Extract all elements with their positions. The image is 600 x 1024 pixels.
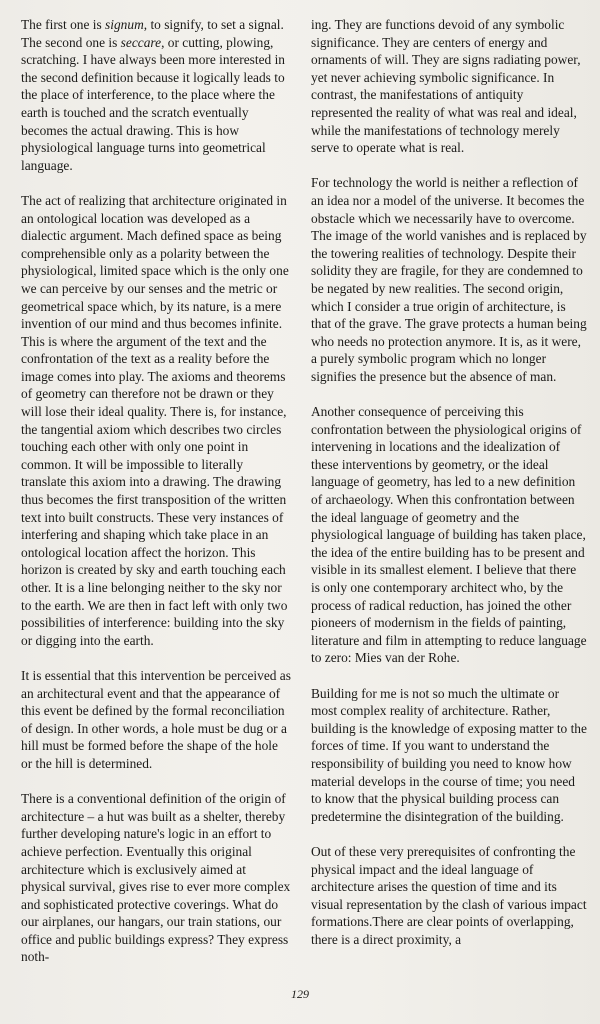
paragraph: It is essential that this intervention be perceived as an architectural event and that the appearance of this event be defined by the formal reconciliation of design. In other words, a hole must be dug or a hill must be formed before the shape of the hole or the hill is determined. bbox=[21, 667, 291, 771]
paragraph: ing. They are functions devoid of any symbolic significance. They are centers of energy and ornaments of will. They are signs radiating power, yet never achieving symbolic significance. In contrast, the manifestations of antiquity represented the reality of what was real and ideal, while the manifestations of technology merely serve to operate what is real. bbox=[311, 17, 581, 156]
paragraph: Another consequence of perceiving this confrontation between the physiological origins of intervening in locations and the idealization of these interventions by geometry, or the ideal language of geometry, has led to a new definition of archaeology. When this confrontation between the ideal language of geometry and the physiological language of building has taken place, the idea of the entire building has to be present and visible in its smallest element. I believe that there is only one contemporary architect who, by the process of radical reduction, has joined the other pioneers of modernism in the fields of painting, literature and film in attempting to reduce language to zero: Mies van der Rohe. bbox=[311, 404, 587, 666]
paragraph: Out of these very prerequisites of confronting the physical impact and the ideal language of architecture arises the question of time and its visual representation by the clash of various impact formations.There are clear points of overlapping, there is a direct proximity, a bbox=[311, 843, 587, 947]
right-text-column bbox=[311, 16, 587, 948]
paragraph: The first one is signum, to signify, to set a signal. The second one is seccare, or cutting, plowing, scratching. I have always been more interested in the second definition because it logically leads to the place of interference, to the place where the earth is touched and the scratch eventually becomes the actual drawing. This is how physiological language turns into geometrical language. bbox=[21, 17, 285, 173]
page-number: 129 bbox=[291, 987, 309, 1001]
paragraph: For technology the world is neither a reflection of an idea nor a model of the universe. It becomes the obstacle which we necessarily have to overcome. The image of the world vanishes and is replaced by the towering realities of technology. Despite their solidity they are fragile, for they are condemned to be negated by new realities. The second origin, which I consider a true origin of architecture, is that of the grave. The grave protects a human being who needs no protection anymore. It is, as it were, a purely symbolic program which no longer signifies the presence but the absence of man. bbox=[311, 175, 587, 384]
left-text-column bbox=[21, 16, 291, 966]
paragraph: The act of realizing that architecture originated in an ontological location was developed as a dialectic argument. Mach defined space as being comprehensible only as a polarity between the physiological, limited space which is the only one we can perceive by our senses and the metric or geometrical space which, by its nature, is a mere invention of our mind and thus becomes infinite. This is where the argument of the text and the confrontation of the text as a reality before the image comes into play. The axioms and theorems of geometry can therefore not be drawn or they will lose their ideal quality. There is, for instance, the tangential axiom which describes two circles touching each other with only one point in common. It will be impossible to literally translate this axiom into a drawing. The drawing thus becomes the first transposition of the written text into built constructs. These very instances of interfering and shaping which take place in an ontological location affect the horizon. This horizon is created by sky and earth touching each other. It is a line belonging neither to the sky nor to the earth. We are then in fact left with only two possibilities of interference: building into the sky or digging into the earth. bbox=[21, 192, 289, 648]
paragraph: There is a conventional definition of the origin of architecture – a hut was built as a shelter, thereby further developing nature's logic in an effort to achieve perfection. Eventually this original architecture which is exclusively aimed at physical survival, gives rise to ever more complex and sophisticated protective coverings. What do our airplanes, our hangars, our train stations, our office and public buildings express? They express noth- bbox=[21, 791, 291, 965]
paragraph: Building for me is not so much the ultimate or most complex reality of architecture. Rather, building is the knowledge of exposing matter to the forces of time. If you want to understand the responsibility of building you need to know how material develops in the course of time; you need to know that the physical building process can predetermine the disintegration of the building. bbox=[311, 685, 587, 824]
